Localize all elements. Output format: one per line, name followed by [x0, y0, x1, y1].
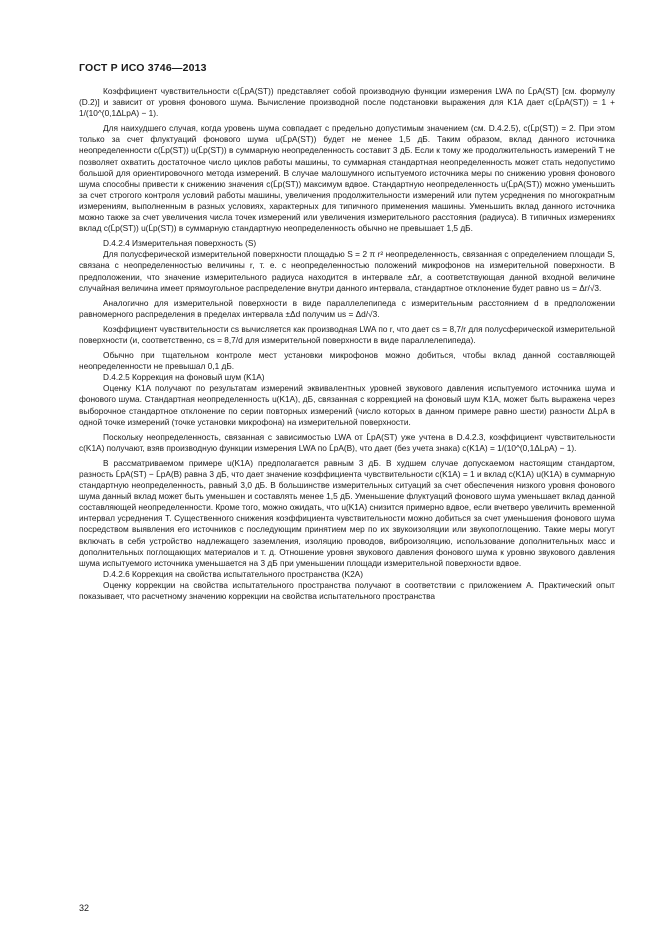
paragraph-cs-coefficient: Коэффициент чувствительности cs вычисляется как производная LWA по r, что дает cs = 8,7/r для полусферической измерительной поверхности (и, соответственно, cs = 8,7/d для измерительной поверхности в виде параллелепипеда).: [79, 323, 615, 345]
section-heading-d425: D.4.2.5 Коррекция на фоновый шум (K1A): [103, 372, 265, 383]
paragraph-sensitivity-intro: Коэффициент чувствительности c(L̄pA(ST)) представляет собой производную функции измерения LWA по L̄pA(ST) [см. формулу (D.2)] и зависит от уровня фонового шума. Вычисление производной после подстановки выражения для K1A дает c(L̄pA(ST)) = 1 + 1/(10^(0,1ΔLpA) − 1).: [79, 86, 615, 119]
paragraph-microphone-control: Обычно при тщательном контроле мест установки микрофонов можно добиться, чтобы вклад данной составляющей неопределенности не превышал 0,1 дБ.: [79, 350, 615, 372]
page-number: 32: [79, 903, 90, 913]
document-header: ГОСТ Р ИСО 3746—2013: [79, 62, 207, 74]
paragraph-parallelepiped: Аналогично для измерительной поверхности в виде параллелепипеда с измерительным расстоянием d в предположении равномерного распределения в пределах интервала ±Δd получим us = Δd/√3.: [79, 297, 615, 319]
paragraph-k2a-estimate: Оценку коррекции на свойства испытательного пространства получают в соответствии с приложением А. Практический опыт показывает, что расчетному значению коррекции на свойства испытательного пространства: [79, 579, 615, 602]
paragraph-k1a-sensitivity: Поскольку неопределенность, связанная с зависимостью LWA от L̄pA(ST) уже учтена в D.4.2.3, коэффициент чувствительности c(K1A) получают, взяв производную функции измерения LWA по L̄pA(B), что дает (без учета знака) c(K1A) = 1/(10^(0,1ΔLpA) − 1).: [79, 431, 615, 453]
paragraph-worst-case: Для наихудшего случая, когда уровень шума совпадает с предельно допустимым значением (см. D.4.2.5), c(L̄p(ST)) = 2. При этом только за счет флуктуаций фонового шума u(L̄pA(ST)) будет не менее 1,5 дБ. Таким образом, вклад данного источника неопределенности c(L̄p(ST)) u(L̄p(ST)) в суммарную неопределенность составит 3 дБ. Если к тому же продолжительность измерений T не позволяет охватить достаточное число циклов работы машины, то суммарная стандартная неопределенность может стать недопустимо большой для ориентировочного метода измерений. В случае малошумного испытуемого источника меры по снижению уровня фонового шума способны привести к снижению значения c(L̄p(ST)) максимум вдвое. Стандартную неопределенность u(L̄pA(ST)) можно уменьшить за счет строгого контроля условий работы машины, увеличения продолжительности измерений или путем усреднения по многократным измерениям, выполненным в разных условиях, характерных для типичного применения машины. Уменьшить вклад данного источника можно также за счет увеличения числа точек измерений или увеличения измерительного расстояния (радиуса). В типичных измерениях вклад c(L̄p(ST)) u(L̄p(ST)) в суммарную стандартную неопределенность обычно не превышает 1,5 дБ.: [79, 123, 615, 234]
paragraph-k1a-estimate: Оценку K1A получают по результатам измерений эквивалентных уровней звукового давления испытуемого источника шума и фонового шума. Стандартная неопределенность u(K1A), дБ, связанная с коррекцией на фоновый шум K1A, может быть выражена через выборочное стандартное отклонение по серии повторных измерений (число которых в данном примере равно шести) разности ΔLpA в одной точке измерений (точке установки микрофона) на измерительной поверхности.: [79, 383, 615, 427]
section-heading-d426: D.4.2.6 Коррекция на свойства испытательного пространства (K2A): [103, 568, 363, 579]
document-body: [79, 86, 615, 606]
paragraph-k1a-example: В рассматриваемом примере u(K1A) предполагается равным 3 дБ. В худшем случае допускаемом настоящим стандартом, разность L̄pA(ST) − L̄pA(B) равна 3 дБ, что дает значение коэффициента чувствительности c(K1A) = 1 и вклад c(K1A) u(K1A) в суммарную стандартную неопределенность, равный 3,0 дБ. В большинстве измерительных ситуаций за счет обеспечения низкого уровня фонового шума данный вклад может быть уменьшен и составлять менее 1,5 дБ. Уменьшение флуктуаций фонового шума уменьшает вклад данной составляющей неопределенности. Кроме того, можно ожидать, что u(K1A) снизится примерно вдвое, если вчетверо увеличить временной интервал усреднения T. Существенного снижения коэффициента чувствительности можно добиться за счет уменьшения фонового шума посредством выявления его источников с последующим принятием мер по их звукоизоляции или звукопоглощению. Такие меры могут включать в себя устройство надлежащего заземления, изоляцию проводов, виброизоляцию, использование дополнительных масс и дополнительных поглощающих материалов и т. д. Отношение уровня звукового давления фонового шума к уровню звукового давления шума испытуемого источника уменьшается на 3 дБ при уменьшении площади измерительной поверхности вдвое.: [79, 457, 615, 568]
section-heading-d424: D.4.2.4 Измерительная поверхность (S): [103, 238, 257, 249]
paragraph-hemisphere: Для полусферической измерительной поверхности площадью S = 2 π r² неопределенность, связанная с определением площади S, связана с неопределенностью величины r, т. е. с неопределенностью положений микрофонов на измерительной поверхности. В предположении, что значение измерительного радиуса находится в интервале ±Δr, а соответствующая данной входной величине случайная величина имеет прямоугольное распределение внутри данного интервала, стандартное отклонение будет равно us = Δr/√3.: [79, 249, 615, 293]
